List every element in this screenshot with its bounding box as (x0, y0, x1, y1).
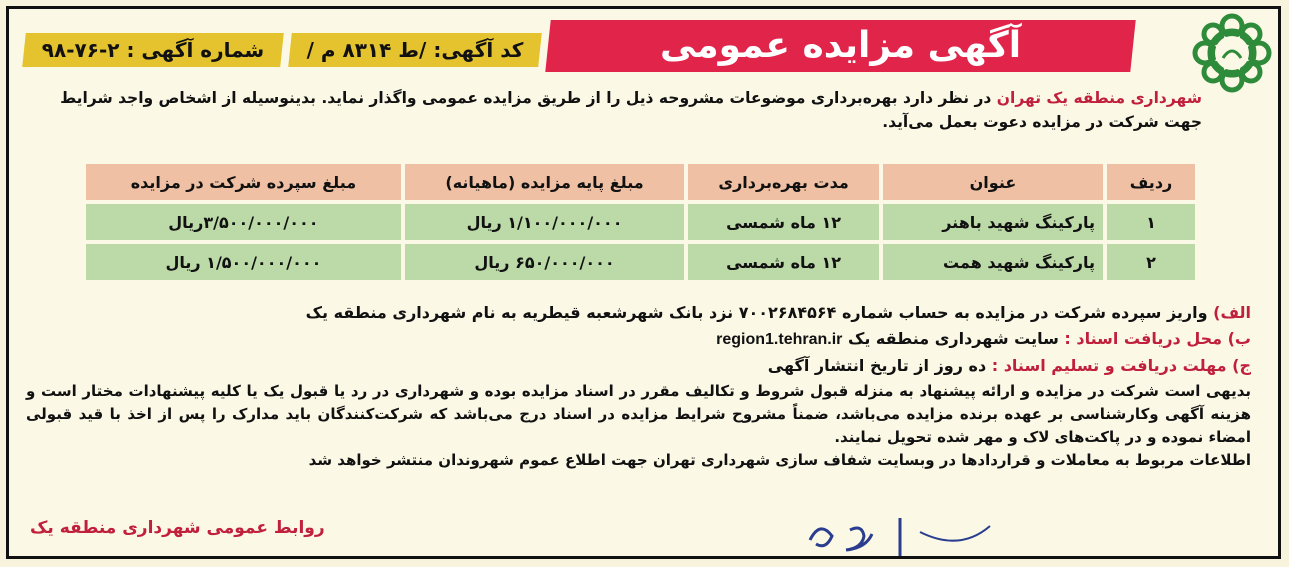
body-paragraph-transparency: اطلاعات مربوط به معاملات و قراردادها در وبسایت شفاف سازی شهرداری تهران جهت اطلاع عموم شهروندان منتشر خواهد شد (308, 451, 1251, 469)
organization-name: شهرداری منطقه یک تهران (996, 89, 1202, 107)
table-row (86, 204, 1195, 240)
website-link[interactable]: region1.tehran.ir (716, 331, 843, 348)
body-paragraph-terms: بدیهی است شرکت در مزایده و ارائه پیشنهاد به منزله قبول شروط و تکالیف مقرر در اسناد مزایده بوده و شهرداری در رد یا قبول یک یا کلیه پیشنهادات مختار است و هزینه آگهی وکارشناسی بر عهده برنده مزایده می‌باشد، ضمناً مشروح شرایط مزایده در اسناد درج می‌باشد که شرکت‌کنندگان باید مدارک را پس از اخذ با قید قبولی امضاء نموده و در پاکت‌های لاک و مهر شده تحویل نمایند. (26, 382, 1251, 446)
row-duration: ۱۲ ماه شمسی (688, 244, 879, 280)
note-c-label: ج) مهلت دریافت و تسلیم اسناد : (991, 356, 1251, 375)
intro-text: در نظر دارد بهره‌برداری موضوعات مشروحه ذیل را از طریق مزایده عمومی واگذار نماید. بدینوسیله از اشخاص واجد شرایط جهت شرکت در مزایده دعوت بعمل می‌آید. (60, 89, 1202, 131)
note-b-text: سایت شهرداری منطقه یک (842, 329, 1065, 348)
row-duration: ۱۲ ماه شمسی (688, 204, 879, 240)
auction-table (82, 160, 1199, 284)
notes-section (26, 300, 1251, 379)
row-title: پارکینگ شهید باهنر (883, 204, 1103, 240)
col-header-base-price: مبلغ پایه مزایده (ماهیانه) (405, 164, 684, 200)
ad-code: کد آگهی: /ط ۸۳۱۴ م / (306, 38, 524, 62)
row-number: ۱ (1107, 204, 1195, 240)
row-deposit: ۳/۵۰۰/۰۰۰/۰۰۰ریال (86, 204, 401, 240)
col-header-row-number: ردیف (1107, 164, 1195, 200)
col-header-title: عنوان (883, 164, 1103, 200)
note-a (26, 300, 1251, 326)
municipality-logo-icon (1191, 12, 1273, 94)
note-b-label: ب) محل دریافت اسناد : (1064, 329, 1251, 348)
intro-paragraph (26, 86, 1202, 134)
row-base-price: ۶۵۰/۰۰۰/۰۰۰ ریال (405, 244, 684, 280)
row-base-price: ۱/۱۰۰/۰۰۰/۰۰۰ ریال (405, 204, 684, 240)
col-header-duration: مدت بهره‌برداری (688, 164, 879, 200)
note-c-text: ده روز از تاریخ انتشار آگهی (767, 356, 992, 375)
handwritten-number-icon (800, 510, 1000, 560)
note-a-text: واریز سپرده شرکت در مزایده به حساب شماره ۷۰۰۲۶۸۴۵۶۴ نزد بانک شهرشعبه قیطریه به نام شهرداری منطقه یک (305, 303, 1214, 322)
body-text (26, 380, 1251, 472)
table-header-row (86, 164, 1195, 200)
note-a-label: الف) (1213, 303, 1251, 322)
col-header-deposit: مبلغ سپرده شرکت در مزایده (86, 164, 401, 200)
page-title: آگهی مزایده عمومی (659, 25, 1022, 66)
row-number: ۲ (1107, 244, 1195, 280)
note-b (26, 326, 1251, 353)
row-title: پارکینگ شهید همت (883, 244, 1103, 280)
public-relations-signature: روابط عمومی شهرداری منطقه یک (30, 518, 325, 538)
table-row (86, 244, 1195, 280)
ad-number: شماره آگهی : ۲-۷۶-۹۸ (41, 38, 265, 62)
note-c (26, 353, 1251, 379)
row-deposit: ۱/۵۰۰/۰۰۰/۰۰۰ ریال (86, 244, 401, 280)
